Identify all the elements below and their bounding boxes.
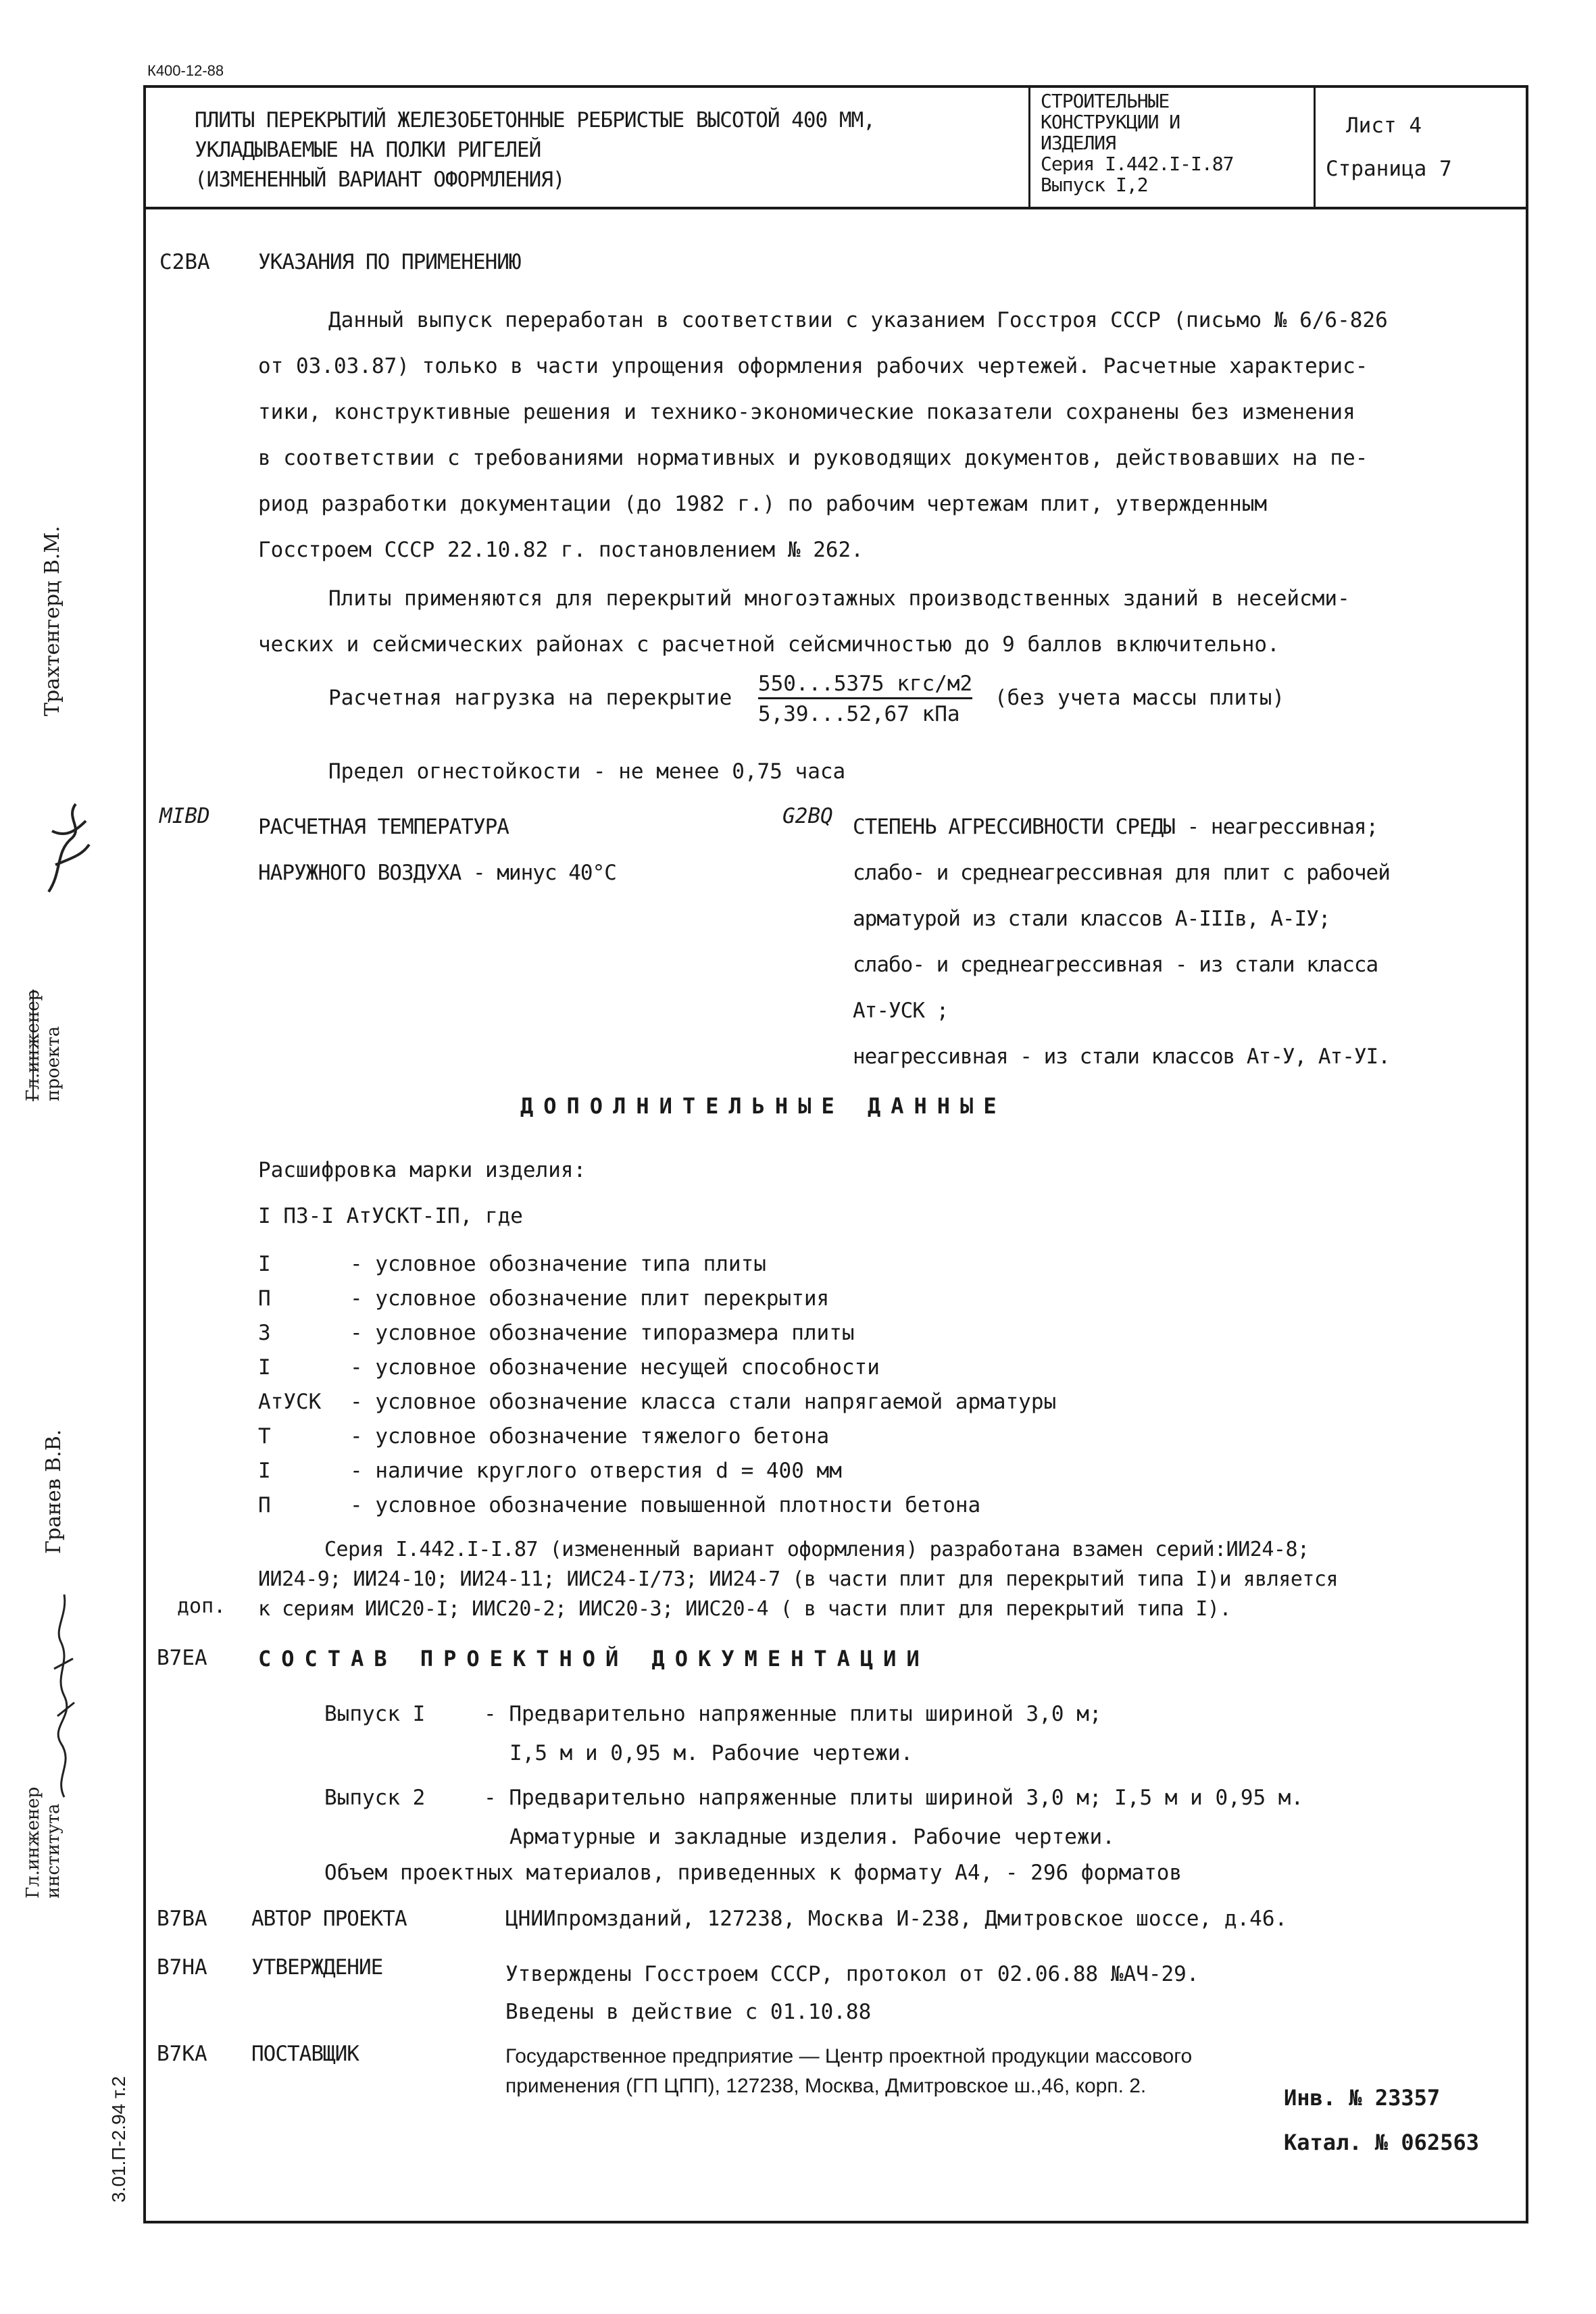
approval-line: Утверждены Госстроем СССР, протокол от 02.06.88 №АЧ-29. xyxy=(505,1962,1199,1986)
supplier-code: B7KA xyxy=(157,2042,207,2066)
paragraph-line: Плиты применяются для перекрытий многоэтажных производственных зданий в несейсми- xyxy=(328,586,1350,611)
dop-label: доп. xyxy=(177,1594,226,1618)
signature-1 xyxy=(35,790,96,905)
issue-line: Арматурные и закладные изделия. Рабочие чертежи. xyxy=(509,1825,1115,1849)
issue-label: Выпуск 2 xyxy=(324,1786,426,1810)
issue-lines xyxy=(484,1778,1303,1857)
decode-row xyxy=(258,1247,1056,1282)
decode-row xyxy=(258,1351,1056,1385)
aggressiveness-line: слабо- и среднеагрессивная для плит с рабочей xyxy=(853,861,1390,885)
decode-row xyxy=(258,1316,1056,1351)
header-category xyxy=(1041,91,1233,195)
issue-line: - Предварительно напряженные плиты шириной 3,0 м; xyxy=(484,1702,1102,1726)
series-line: Серия I.442.I-I.87 (измененный вариант оформления) разработана взамен серий:ИИ24-8; xyxy=(324,1538,1310,1561)
decode-row xyxy=(258,1419,1056,1454)
section-title: УКАЗАНИЯ ПО ПРИМЕНЕНИЮ xyxy=(258,250,521,274)
decode-row xyxy=(258,1488,1056,1523)
institute-label-line: института xyxy=(43,1803,64,1898)
composition-code: B7EA xyxy=(157,1646,207,1670)
chief-label-line: Гл.инженер xyxy=(23,989,43,1101)
load-note: (без учета массы плиты) xyxy=(994,686,1285,710)
inventory-number: Инв. № 23357 xyxy=(1284,2085,1441,2111)
margin-author-name: Трахтенгерц В.М. xyxy=(41,526,64,716)
temperature-line: НАРУЖНОГО ВОЗДУХА - минус 40°С xyxy=(258,861,616,885)
paragraph-line: Госстроем СССР 22.10.82 г. постановлением № 262. xyxy=(258,538,864,562)
decode-key: 3 xyxy=(258,1321,271,1345)
decode-desc: - условное обозначение класса стали напрягаемой арматуры xyxy=(350,1390,1057,1414)
author-code: B7BA xyxy=(157,1907,207,1931)
composition-title: СОСТАВ ПРОЕКТНОЙ ДОКУМЕНТАЦИИ xyxy=(258,1646,930,1671)
usage-paragraph-2 xyxy=(258,576,1350,668)
issue-lines xyxy=(484,1694,1102,1773)
supplier-value xyxy=(505,2042,1192,2101)
decode-key: I xyxy=(258,1355,271,1380)
decode-row xyxy=(258,1385,1056,1419)
issue-line: I,5 м и 0,95 м. Рабочие чертежи. xyxy=(509,1741,914,1765)
design-load xyxy=(328,672,1285,726)
aggressiveness-block xyxy=(853,804,1390,1080)
decode-desc: - условное обозначение повышенной плотности бетона xyxy=(350,1493,981,1517)
decode-key: I xyxy=(258,1252,271,1276)
category-line: СТРОИТЕЛЬНЫЕ xyxy=(1041,90,1170,112)
decode-desc: - условное обозначение несущей способности xyxy=(350,1355,880,1380)
margin-chief-label xyxy=(23,990,64,1101)
load-label: Расчетная нагрузка на перекрытие xyxy=(328,686,732,710)
decode-key: Т xyxy=(258,1424,271,1449)
decode-key: I xyxy=(258,1459,271,1483)
supplier-line: применения (ГП ЦПП), 127238, Москва, Дмитровское ш.,46, корп. 2. xyxy=(505,2075,1147,2097)
header-bottom-rule xyxy=(143,207,1528,209)
issue-label: Выпуск I xyxy=(324,1702,426,1726)
header-title-line: (ИЗМЕНЕННЫЙ ВАРИАНТ ОФОРМЛЕНИЯ) xyxy=(195,168,565,192)
fire-resistance: Предел огнестойкости - не менее 0,75 часа xyxy=(328,759,846,784)
approval-code: B7HA xyxy=(157,1955,207,1980)
paragraph-line: тики, конструктивные решения и технико-экономические показатели сохранены без изменения xyxy=(258,400,1355,424)
catalog-number: Катал. № 062563 xyxy=(1284,2130,1479,2155)
temperature-code: MIBD xyxy=(159,804,210,828)
load-numerator: 550...5375 кгс/м2 xyxy=(758,672,972,699)
approval-value xyxy=(505,1955,1199,2031)
decode-key: П xyxy=(258,1286,271,1311)
aggressiveness-line: неагрессивная - из стали классов Ат-У, Ат-УI. xyxy=(853,1045,1390,1069)
aggressiveness-line: слабо- и среднеагрессивная - из стали класса xyxy=(853,953,1378,977)
issue-2 xyxy=(324,1778,1303,1857)
section-code: C2BA xyxy=(159,250,210,274)
usage-paragraph-1 xyxy=(258,297,1388,573)
series-line: ИИ24-9; ИИ24-10; ИИ24-11; ИИС24-I/73; ИИ24-7 (в части плит для перекрытий типа I)и является xyxy=(258,1567,1339,1591)
header-divider-2 xyxy=(1314,85,1316,208)
paragraph-line: Данный выпуск переработан в соответствии с указанием Госстроя СССР (письмо № 6/6-826 xyxy=(328,308,1388,332)
supplier-line: Государственное предприятие — Центр проектной продукции массового xyxy=(505,2045,1193,2067)
mark-example: I ПЗ-I АтУСКТ-IП, где xyxy=(258,1204,523,1228)
approval-line: Введены в действие с 01.10.88 xyxy=(505,2000,872,2024)
series-text xyxy=(258,1535,1338,1624)
header-title-line: ПЛИТЫ ПЕРЕКРЫТИЙ ЖЕЛЕЗОБЕТОННЫЕ РЕБРИСТЫЕ ВЫСОТОЙ 400 ММ, xyxy=(195,108,875,132)
aggressiveness-code: G2BQ xyxy=(782,804,833,828)
issue-1 xyxy=(324,1694,1102,1773)
aggressiveness-line: СТЕПЕНЬ АГРЕССИВНОСТИ СРЕДЫ - неагрессивная; xyxy=(853,815,1378,839)
paragraph-line: в соответствии с требованиями нормативных и руководящих документов, действовавших на пе- xyxy=(258,446,1368,470)
aggressiveness-line: арматурой из стали классов А-IIIв, А-IУ; xyxy=(853,907,1330,931)
decode-row xyxy=(258,1454,1056,1488)
decode-desc: - условное обозначение типа плиты xyxy=(350,1252,766,1276)
margin-stamp: 3.01.П-2.94 т.2 xyxy=(108,2076,129,2203)
issue-line: - Предварительно напряженные плиты шириной 3,0 м; I,5 м и 0,95 м. xyxy=(484,1786,1304,1810)
decode-table xyxy=(258,1247,1056,1523)
approval-label: УТВЕРЖДЕНИЕ xyxy=(251,1955,383,1980)
paragraph-line: ческих и сейсмических районах с расчетной сейсмичностью до 9 баллов включительно. xyxy=(258,632,1280,657)
decode-desc: - условное обозначение тяжелого бетона xyxy=(350,1424,830,1449)
decode-row xyxy=(258,1282,1056,1316)
temperature-line: РАСЧЕТНАЯ ТЕМПЕРАТУРА xyxy=(258,815,509,839)
category-line: Выпуск I,2 xyxy=(1041,174,1148,196)
decode-key: АтУСК xyxy=(258,1390,322,1414)
header-divider-1 xyxy=(1028,85,1030,208)
temperature-block xyxy=(258,804,616,896)
load-fraction xyxy=(758,672,972,726)
paragraph-line: от 03.03.87) только в части упрощения оформления рабочих чертежей. Расчетные характерис- xyxy=(258,354,1368,378)
additional-title: ДОПОЛНИТЕЛЬНЫЕ ДАННЫЕ xyxy=(520,1093,1007,1119)
decode-label: Расшифровка марки изделия: xyxy=(258,1158,587,1182)
decode-desc: - наличие круглого отверстия d = 400 мм xyxy=(350,1459,842,1483)
margin-engineer-name: Гранев В.В. xyxy=(42,1429,66,1554)
series-line: к сериям ИИС20-I; ИИС20-2; ИИС20-3; ИИС20-4 ( в части плит для перекрытий типа I). xyxy=(258,1597,1232,1621)
load-denominator: 5,39...52,67 кПа xyxy=(757,702,960,726)
volume-line: Объем проектных материалов, приведенных к формату А4, - 296 форматов xyxy=(324,1861,1182,1885)
category-line: Серия I.442.I-I.87 xyxy=(1041,153,1234,175)
author-value: ЦНИИпромзданий, 127238, Москва И-238, Дмитровское шоссе, д.46. xyxy=(505,1907,1288,1931)
category-line: ИЗДЕЛИЯ xyxy=(1041,132,1116,154)
category-line: КОНСТРУКЦИИ И xyxy=(1041,111,1180,133)
page-number: Страница 7 xyxy=(1326,157,1452,181)
margin-institute-label xyxy=(23,1787,64,1898)
document-code: К400-12-88 xyxy=(147,62,224,79)
decode-desc: - условное обозначение типоразмера плиты xyxy=(350,1321,855,1345)
sheet-number: Лист 4 xyxy=(1346,114,1422,138)
header-title xyxy=(195,105,875,195)
institute-label-line: Гл.инженер xyxy=(23,1786,43,1898)
supplier-label: ПОСТАВЩИК xyxy=(251,2042,359,2066)
signature-2 xyxy=(41,1574,88,1804)
aggressiveness-line: Ат-УСК ; xyxy=(853,999,949,1023)
header-title-line: УКЛАДЫВАЕМЫЕ НА ПОЛКИ РИГЕЛЕЙ xyxy=(195,138,541,162)
author-label: АВТОР ПРОЕКТА xyxy=(251,1907,407,1931)
decode-desc: - условное обозначение плит перекрытия xyxy=(350,1286,830,1311)
chief-label-line: проекта xyxy=(43,1026,64,1101)
decode-key: П xyxy=(258,1493,271,1517)
paragraph-line: риод разработки документации (до 1982 г.) по рабочим чертежам плит, утвержденным xyxy=(258,492,1268,516)
